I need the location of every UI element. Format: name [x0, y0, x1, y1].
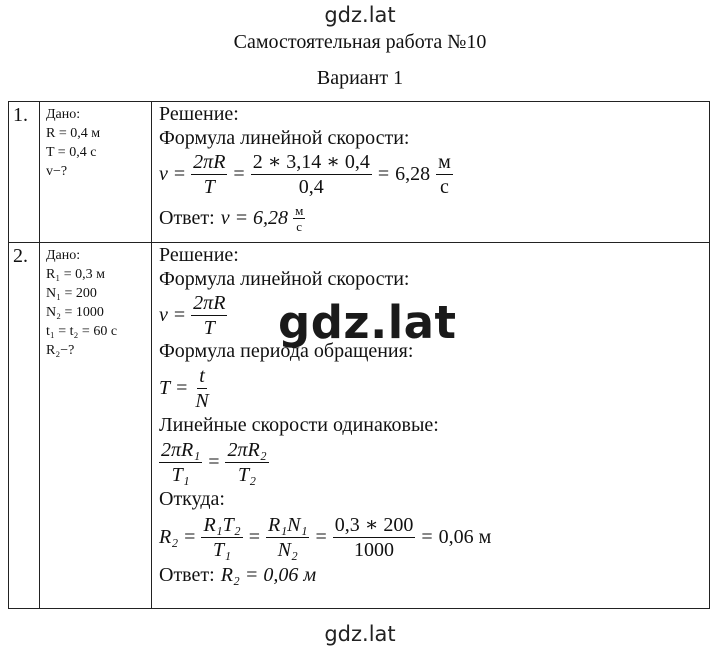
- result-formula: R₂ = $\frac{\text{R₁T₂}}{\text{T₁}}$ = $\frac{\text{R₁N₁}}{\text{N₂}}$ = $\frac{0,3 ∗ 200}{1000}$ = 0,06 м: [159, 513, 492, 561]
- solution-label: Решение:: [159, 244, 239, 266]
- fraction: $\frac{t}{N}$: [195, 364, 209, 412]
- watermark-top: gdz.lat: [324, 3, 396, 27]
- unit-fraction: $\frac{м}{с}$: [295, 202, 304, 234]
- given-cell: [40, 243, 152, 609]
- variant-heading: Вариант 1: [316, 67, 404, 89]
- given-label: Дано:: [46, 107, 81, 122]
- given-item: t₁ = t₂ = 60 с: [46, 324, 118, 339]
- solutions-table: [8, 101, 710, 609]
- given-item: R₁ = 0,3 м: [46, 267, 105, 282]
- answer-expr: v = 6,28: [220, 206, 289, 229]
- fraction: $\frac{\text{R₁N₁}}{\text{N₂}}$: [267, 513, 308, 561]
- task-row: [9, 102, 710, 243]
- task-number: 1.: [9, 102, 40, 243]
- formula-label: Формула линейной скорости:: [159, 127, 410, 149]
- velocity-formula: v = $\frac{2\pi R}{T}$: [159, 291, 226, 339]
- formula-label: Формула линейной скорости:: [159, 268, 410, 290]
- task-number: 2.: [9, 243, 40, 609]
- result-value: 0,06 м: [438, 525, 492, 548]
- fraction: $\frac{\text{R₁T₂}}{\text{T₁}}$: [203, 513, 241, 561]
- given-cell: [40, 102, 152, 243]
- answer-line: [159, 563, 709, 587]
- solution-cell: [152, 102, 710, 243]
- answer-line: [159, 202, 709, 234]
- fraction: $\frac{2\pi R}{T}$: [193, 291, 226, 339]
- fraction: $\frac{2\pi R}{T}$: [193, 150, 226, 198]
- watermark-center: gdz.lat: [278, 296, 457, 349]
- equal-speeds-label: Линейные скорости одинаковые:: [159, 414, 439, 436]
- given-item: v−?: [46, 164, 68, 179]
- period-label: Формула периода обращения:: [159, 340, 414, 362]
- velocity-equation: v = $\frac{2\pi R}{T}$ = $\frac{2 ∗ 3,14 ∗ 0,4}{0,4}$ = 6,28 $\frac{м}{с}$: [159, 150, 451, 198]
- watermark-bottom: gdz.lat: [324, 622, 396, 646]
- fraction: $\frac{2 ∗ 3,14 ∗ 0,4}{0,4}$: [252, 150, 370, 198]
- fraction: $\frac{\text{2πR₂}}{\text{T₂}}$: [227, 438, 267, 486]
- fraction: $\frac{\text{2πR₁}}{\text{T₁}}$: [161, 438, 201, 486]
- answer-expr: R₂ = 0,06 м: [220, 563, 317, 586]
- from-label: Откуда:: [159, 488, 225, 510]
- given-item: N₁ = 200: [46, 286, 97, 301]
- solution-label: Решение:: [159, 103, 239, 125]
- answer-label: Ответ:: [159, 563, 215, 586]
- eq-lhs: v: [159, 162, 168, 185]
- given-item: T = 0,4 с: [46, 145, 97, 160]
- period-formula: T = $\frac{t}{N}$: [159, 364, 209, 412]
- equal-speeds-formula: $\frac{\text{2πR₁}}{\text{T₁}}$ = $\frac{\text{2πR₂}}{\text{T₂}}$: [161, 438, 267, 486]
- given-label: Дано:: [46, 248, 81, 263]
- fraction: $\frac{0,3 ∗ 200}{1000}$: [334, 513, 414, 561]
- unit-fraction: $\frac{м}{с}$: [438, 150, 451, 198]
- given-item: N₂ = 1000: [46, 305, 104, 320]
- page-title: Самостоятельная работа №10: [233, 31, 487, 53]
- answer-label: Ответ:: [159, 206, 215, 229]
- eq-value: 6,28: [395, 162, 431, 185]
- given-item: R₂−?: [46, 343, 75, 358]
- given-item: R = 0,4 м: [46, 126, 101, 141]
